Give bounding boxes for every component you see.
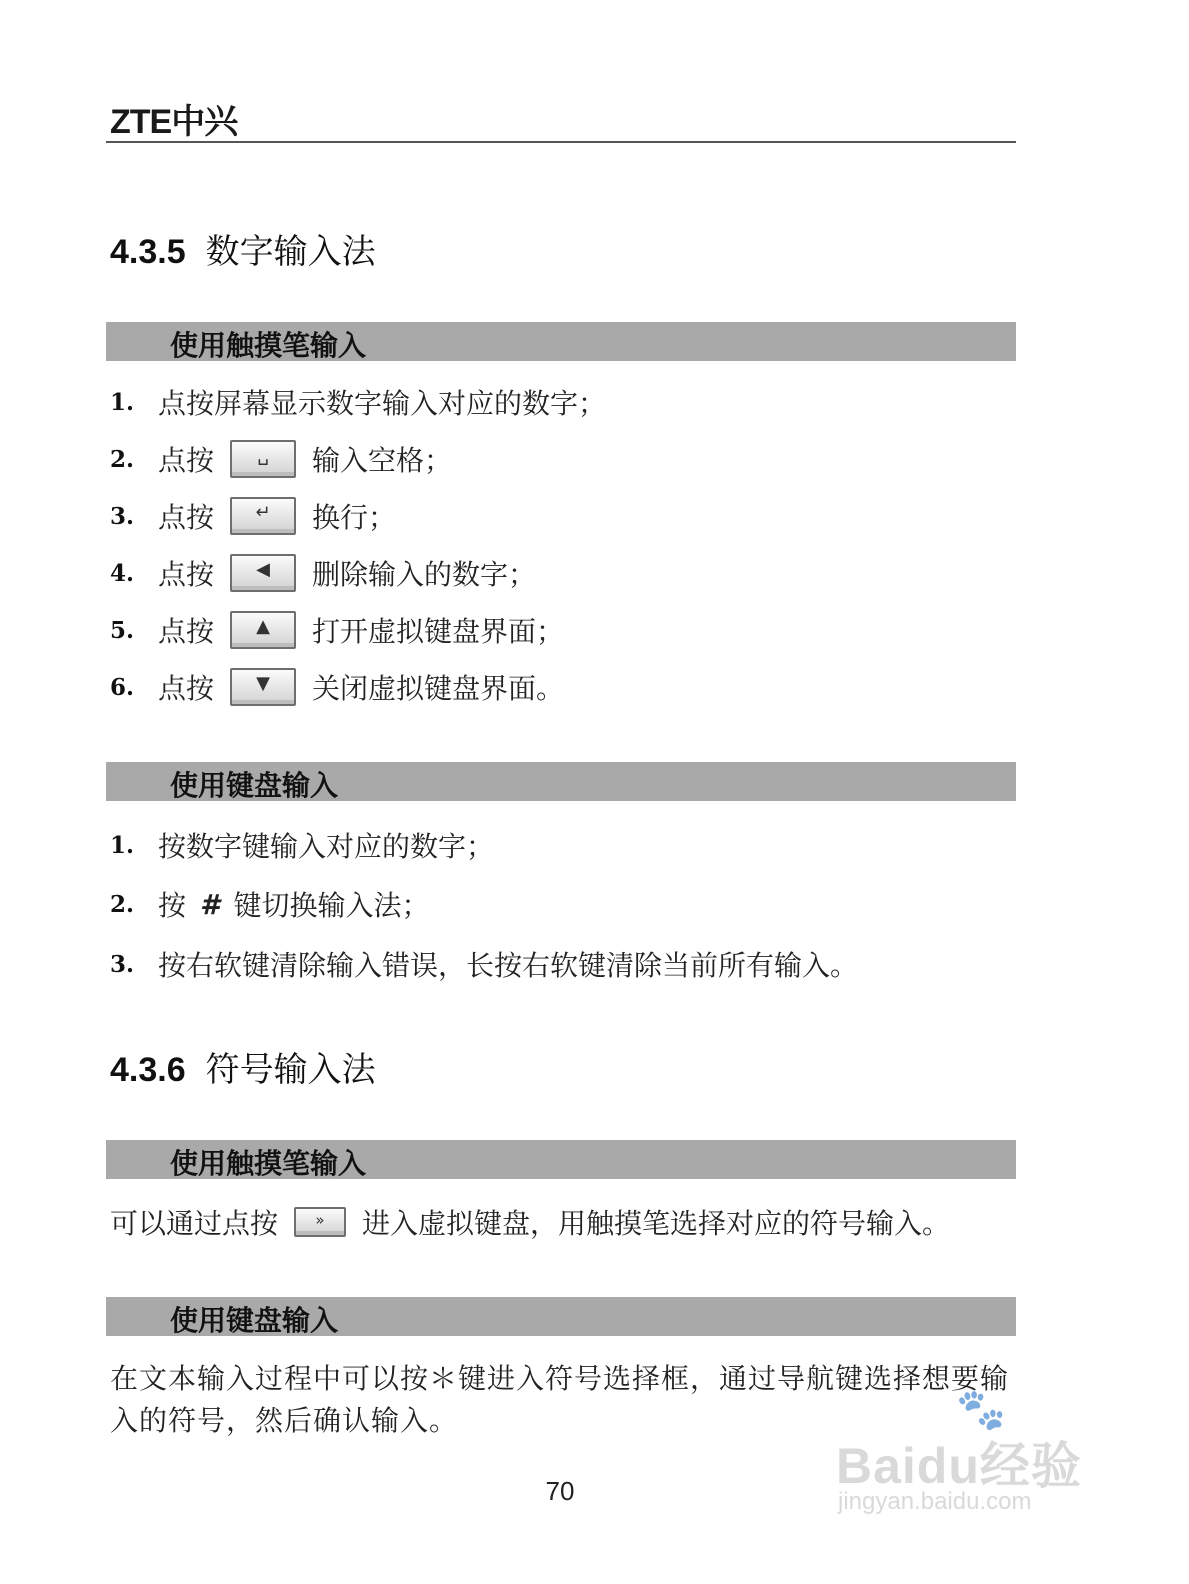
header-divider bbox=[106, 141, 1016, 143]
watermark-logo: Baidu经验 bbox=[836, 1438, 1082, 1494]
item-prefix: 点按 bbox=[158, 501, 215, 534]
list-item bbox=[110, 825, 494, 865]
subheading-bar-stylus bbox=[106, 322, 1016, 361]
page-number: 70 bbox=[545, 1476, 575, 1506]
list-item bbox=[110, 439, 452, 479]
item-prefix: 点按 bbox=[158, 558, 215, 591]
subheading-label: 使用触摸笔输入 bbox=[170, 1147, 367, 1180]
section-title-4-3-6 bbox=[110, 1042, 376, 1091]
subheading-label: 使用键盘输入 bbox=[170, 1304, 339, 1337]
paragraph-keyboard: 在文本输入过程中可以按＊键进入符号选择框，通过导航键选择想要输入的符号，然后确认输入。 bbox=[110, 1362, 1010, 1437]
item-number: 1. bbox=[110, 831, 135, 859]
subheading-bar-keyboard bbox=[106, 762, 1016, 801]
section-heading: 符号输入法 bbox=[205, 1050, 376, 1090]
item-number: 2. bbox=[110, 890, 135, 918]
list-item bbox=[110, 884, 430, 924]
subheading-bar-stylus bbox=[106, 1140, 1016, 1179]
item-suffix: 关闭虚拟键盘界面。 bbox=[312, 672, 565, 705]
enter-key-icon: ↵ bbox=[230, 497, 296, 535]
item-number: 3. bbox=[110, 950, 135, 978]
list-item bbox=[110, 944, 858, 984]
item-number: 4. bbox=[110, 559, 135, 587]
item-number: 3. bbox=[110, 502, 135, 530]
para-suffix: 进入虚拟键盘，用触摸笔选择对应的符号输入。 bbox=[362, 1207, 951, 1240]
double-chevron-key-icon: » bbox=[294, 1207, 346, 1237]
list-item bbox=[110, 382, 606, 422]
item-prefix: 按 bbox=[158, 889, 187, 922]
space-key-icon: ␣ bbox=[230, 440, 296, 478]
item-text: 按右软键清除输入错误，长按右软键清除当前所有输入。 bbox=[158, 949, 859, 982]
baidu-watermark bbox=[836, 1386, 1116, 1526]
subheading-bar-keyboard bbox=[106, 1297, 1016, 1336]
item-number: 6. bbox=[110, 673, 135, 701]
list-item bbox=[110, 667, 564, 707]
watermark-url: jingyan.baidu.com bbox=[838, 1488, 1032, 1515]
section-number: 4.3.6 bbox=[110, 1051, 186, 1089]
list-item bbox=[110, 553, 536, 593]
item-number: 2. bbox=[110, 445, 135, 473]
backspace-key-icon: ◀ bbox=[230, 554, 296, 592]
item-text: 按数字键输入对应的数字； bbox=[158, 830, 495, 863]
item-suffix: 换行； bbox=[312, 501, 397, 534]
item-suffix: 删除输入的数字； bbox=[312, 558, 537, 591]
list-item bbox=[110, 610, 564, 650]
item-number: 1. bbox=[110, 388, 135, 416]
item-number: 5. bbox=[110, 616, 135, 644]
item-suffix: 输入空格； bbox=[312, 444, 453, 477]
paw-icon: 🐾 bbox=[956, 1388, 1006, 1432]
keyboard-close-key-icon: ▼ bbox=[230, 668, 296, 706]
keyboard-open-key-icon: ▲ bbox=[230, 611, 296, 649]
section-number: 4.3.5 bbox=[110, 233, 186, 271]
subheading-label: 使用触摸笔输入 bbox=[170, 329, 367, 362]
item-text: 点按屏幕显示数字输入对应的数字； bbox=[158, 387, 607, 420]
item-suffix: 键切换输入法； bbox=[233, 889, 430, 922]
item-prefix: 点按 bbox=[158, 615, 215, 648]
item-prefix: 点按 bbox=[158, 672, 215, 705]
brand-logo: ZTE中兴 bbox=[110, 103, 238, 141]
section-heading: 数字输入法 bbox=[205, 232, 376, 272]
list-item bbox=[110, 496, 396, 536]
item-prefix: 点按 bbox=[158, 444, 215, 477]
item-suffix: 打开虚拟键盘界面； bbox=[312, 615, 565, 648]
subheading-label: 使用键盘输入 bbox=[170, 769, 339, 802]
paragraph-stylus bbox=[110, 1202, 950, 1242]
section-title-4-3-5 bbox=[110, 224, 376, 273]
hash-key-symbol: # bbox=[200, 887, 220, 921]
para-prefix: 可以通过点按 bbox=[110, 1207, 279, 1240]
